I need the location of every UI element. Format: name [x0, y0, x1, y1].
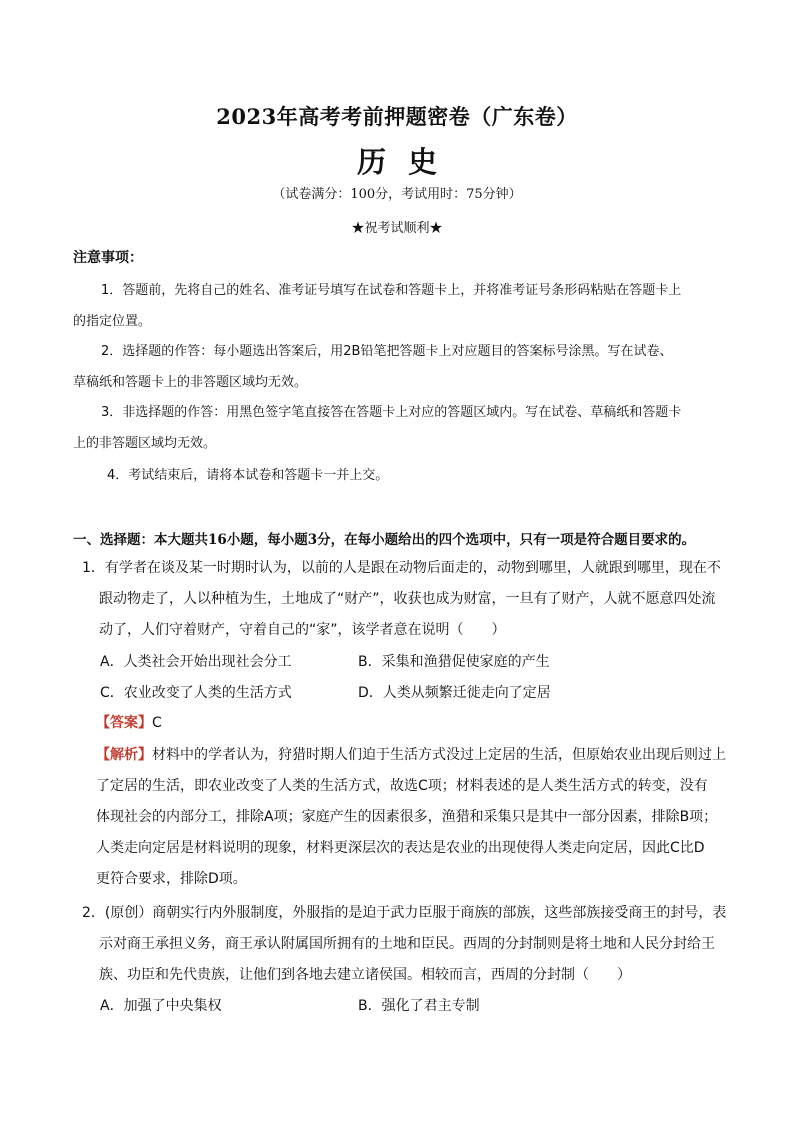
analysis-line-1-text: 材料中的学者认为，狩猎时期人们迫于生活方式没过上定居的生活，但原始农业出现后则过上	[152, 747, 726, 763]
notice-item-3	[73, 397, 723, 459]
question-2-line-1: 2．(原创）商朝实行内外服制度，外服指的是迫于武力臣服于商族的部族，这些部族接受商王的封号，表	[82, 905, 727, 921]
question-1-option-b: B．采集和渔猎促使家庭的产生	[358, 654, 550, 670]
question-1-options	[100, 647, 700, 709]
question-1-line-2: 跟动物走了，人以种植为生，土地成了“财产”，收获也成为财富，一旦有了财产，人就不愿意四处流	[99, 591, 716, 607]
question-1-analysis	[96, 740, 736, 895]
question-1-stem	[82, 553, 732, 646]
question-1-line-3: 动了，人们守着财产，守着自己的“家”，该学者意在说明（ ）	[99, 622, 506, 638]
question-2-options	[100, 991, 700, 1022]
notice-item-2-line-1: 2．选择题的作答：每小题选出答案后，用2B铅笔把答题卡上对应题目的答案标号涂黑。写在试卷、	[101, 344, 673, 359]
question-2-line-2: 示对商王承担义务，商王承认附属国所拥有的土地和臣民。西周的分封制则是将土地和人民分封给王	[99, 936, 715, 952]
question-1-answer	[96, 712, 162, 732]
notice-item-2-line-2: 草稿纸和答题卡上的非答题区域均无效。	[73, 375, 308, 390]
exam-wish: ★祝考试顺利★	[351, 221, 443, 236]
analysis-line-5: 更符合要求，排除D项。	[96, 871, 247, 887]
analysis-line-2: 了定居的生活，即农业改变了人类的生活方式，故选C项；材料表述的是人类生活方式的转变，没有	[96, 778, 708, 794]
exam-meta: （试卷满分：100分，考试用时：75分钟）	[272, 187, 522, 202]
question-2-stem	[82, 898, 732, 991]
analysis-line-4: 人类走向定居是材料说明的现象，材料更深层次的表达是农业的出现使得人类走向定居，因此C比D	[96, 840, 705, 856]
question-1-line-1: 1．有学者在谈及某一时期时认为，以前的人是跟在动物后面走的，动物到哪里，人就跟到哪里，现在不	[82, 560, 721, 576]
question-2-line-3: 族、功臣和先代贵族，让他们到各地去建立诸侯国。相较而言，西周的分封制（ ）	[99, 967, 631, 983]
notice-item-1	[73, 275, 723, 337]
notice-item-3-line-1: 3．非选择题的作答：用黑色签字笔直接答在答题卡上对应的答题区域内。写在试卷、草稿纸和答题卡	[101, 405, 682, 420]
question-1-option-d: D．人类从频繁迁徙走向了定居	[358, 685, 551, 701]
notice-item-3-line-2: 上的非答题区域均无效。	[73, 436, 217, 451]
answer-tag: 【答案】	[96, 715, 152, 731]
exam-title: 2023年高考考前押题密卷（广东卷）	[216, 104, 578, 129]
notice-item-4	[73, 460, 723, 491]
question-2-option-a: A．加强了中央集权	[100, 998, 222, 1014]
analysis-tag: 【解析】	[96, 747, 152, 763]
notice-heading: 注意事项：	[73, 250, 143, 266]
question-1-option-c: C．农业改变了人类的生活方式	[100, 685, 292, 701]
notice-item-2	[73, 336, 723, 398]
analysis-line-3: 体现社会的内部分工，排除A项；家庭产生的因素很多，渔猎和采集只是其中一部分因素，排除B项；	[96, 809, 718, 825]
question-1-option-a: A．人类社会开始出现社会分工	[100, 654, 292, 670]
notice-item-1-line-2: 的指定位置。	[73, 314, 152, 329]
analysis-line-1	[96, 740, 736, 771]
answer-value: C	[152, 715, 162, 731]
notice-item-1-line-1: 1．答题前，先将自己的姓名、准考证号填写在试卷和答题卡上，并将准考证号条形码粘贴在答题卡上	[101, 283, 682, 298]
question-2-option-b: B．强化了君主专制	[358, 998, 480, 1014]
notice-item-4-line-1: 4．考试结束后，请将本试卷和答题卡一并上交。	[107, 468, 389, 483]
section-heading: 一、选择题：本大题共16小题，每小题3分，在每小题给出的四个选项中，只有一项是符合题目要求的。	[73, 532, 696, 548]
subject-title: 历史	[356, 145, 459, 179]
